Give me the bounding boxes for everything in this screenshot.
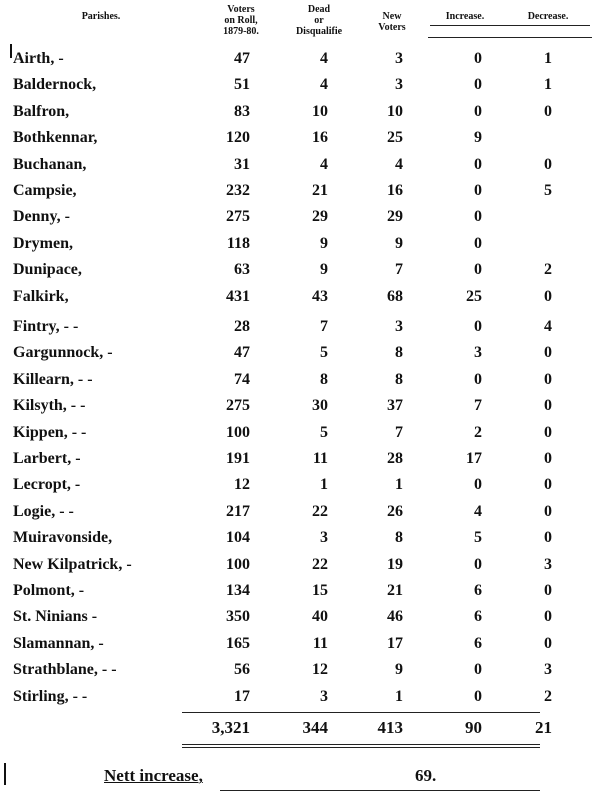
- new-voters: 8: [395, 370, 403, 388]
- parish-name: [13, 288, 69, 306]
- table-row: [0, 156, 594, 178]
- nett-rule: [220, 790, 540, 791]
- voters-on-roll: 275: [226, 208, 250, 226]
- voters-on-roll: 12: [234, 476, 250, 494]
- total-increase: 90: [465, 718, 482, 737]
- leader-dash: -: [60, 208, 70, 226]
- new-voters: 46: [387, 608, 403, 626]
- decrease: 0: [544, 634, 552, 652]
- voters-on-roll: 63: [234, 261, 250, 279]
- parish-name: [13, 182, 77, 200]
- parish-label: Bothkennar,: [13, 129, 98, 147]
- header-increase: Increase.: [445, 11, 485, 22]
- increase: 0: [474, 476, 482, 494]
- voters-on-roll: 51: [234, 76, 250, 94]
- parish-name: [13, 103, 69, 121]
- increase: 0: [474, 76, 482, 94]
- increase: 0: [474, 155, 482, 173]
- new-voters: 3: [395, 318, 403, 335]
- table-row: [0, 208, 594, 230]
- dead-or-disqualified: 30: [312, 397, 328, 415]
- parish-label: Baldernock,: [13, 76, 97, 94]
- header-parishes: Parishes.: [81, 11, 121, 22]
- total-decrease: 21: [535, 718, 552, 737]
- decrease: 5: [544, 182, 552, 199]
- parish-name: [13, 371, 93, 389]
- voters-on-roll: 120: [226, 129, 250, 147]
- leader-dash: - -: [73, 370, 93, 388]
- decrease: 0: [544, 287, 552, 305]
- dead-or-disqualified: 4: [320, 155, 328, 173]
- parish-name: [13, 450, 81, 468]
- new-voters: 10: [387, 102, 403, 120]
- table-row: [0, 76, 594, 98]
- increase: 0: [474, 50, 482, 67]
- total-voters: 3,321: [211, 718, 250, 737]
- increase: 6: [474, 608, 482, 626]
- table-row: [0, 503, 594, 525]
- dead-or-disqualified: 4: [320, 50, 328, 67]
- leader-dash: -: [122, 555, 132, 573]
- total-dead: 344: [302, 718, 328, 737]
- voters-on-roll: 275: [226, 397, 250, 415]
- leader-dash: -: [87, 608, 98, 626]
- parish-label: Gargunnock,: [13, 344, 104, 362]
- new-voters: 21: [387, 582, 403, 599]
- leader-dash: -: [94, 634, 104, 652]
- new-voters: 25: [387, 129, 403, 147]
- increase: 0: [474, 555, 482, 573]
- increase: 0: [474, 102, 482, 120]
- increase: 0: [474, 318, 482, 335]
- decrease: 4: [544, 318, 552, 335]
- table-row: [0, 556, 594, 578]
- parish-name: [13, 608, 97, 626]
- decrease: 0: [544, 450, 552, 467]
- parish-label: Buchanan,: [13, 155, 87, 173]
- increase: 0: [474, 208, 482, 226]
- increase: 0: [474, 661, 482, 679]
- new-voters: 3: [395, 50, 403, 67]
- parish-label: Muiravonside,: [13, 529, 113, 547]
- table-row: [0, 397, 594, 419]
- dead-or-disqualified: 15: [312, 582, 328, 599]
- totals-row: [0, 718, 594, 740]
- dead-or-disqualified: 22: [312, 555, 328, 573]
- dead-or-disqualified: 11: [312, 450, 328, 467]
- new-voters: 7: [395, 261, 403, 279]
- parish-label: New Kilpatrick,: [13, 555, 123, 573]
- leader-dash: -: [74, 582, 85, 599]
- voters-on-roll: 47: [234, 344, 250, 362]
- decrease: 0: [544, 423, 552, 441]
- parish-label: Falkirk,: [13, 287, 69, 305]
- leader-dash: - -: [55, 502, 74, 520]
- decrease: 0: [544, 529, 552, 547]
- new-voters: 37: [387, 397, 403, 415]
- decrease: 1: [544, 50, 552, 67]
- table-row: [0, 608, 594, 630]
- new-voters: 68: [387, 287, 403, 305]
- decrease: 3: [544, 661, 552, 679]
- voters-on-roll: 431: [226, 287, 250, 305]
- voters-on-roll: 104: [226, 529, 250, 547]
- totals-rule-bottom-1: [182, 744, 540, 745]
- dead-or-disqualified: 7: [320, 318, 328, 335]
- table-row: [0, 476, 594, 498]
- dead-or-disqualified: 4: [320, 76, 328, 94]
- decrease: 0: [544, 155, 552, 173]
- parish-name: [13, 582, 84, 600]
- dead-or-disqualified: 3: [320, 687, 328, 705]
- voters-on-roll: 100: [226, 423, 250, 441]
- leader-dash: - -: [67, 423, 87, 441]
- parish-name: [13, 235, 73, 253]
- parish-label: Larbert,: [13, 450, 72, 467]
- nett-increase-label: Nett increase,: [104, 766, 203, 785]
- increase: 17: [466, 450, 482, 467]
- new-voters: 8: [395, 529, 403, 547]
- decrease: 0: [544, 102, 552, 120]
- dead-or-disqualified: 22: [312, 502, 328, 520]
- leader-dash: -: [70, 476, 81, 494]
- total-new-voters: 413: [377, 718, 403, 737]
- decrease: 3: [544, 555, 552, 573]
- parish-label: Kippen,: [13, 423, 68, 441]
- table-row: [0, 50, 594, 72]
- header-new-voters: New Voters: [378, 11, 406, 33]
- header-voters-on-roll: Voters on Roll, 1879-80.: [223, 4, 259, 37]
- decrease: 2: [544, 261, 552, 279]
- dead-or-disqualified: 10: [312, 102, 328, 120]
- table-row: [0, 318, 594, 340]
- parish-label: Lecropt,: [13, 476, 71, 494]
- dead-or-disqualified: 5: [320, 423, 328, 441]
- dead-or-disqualified: 5: [320, 344, 328, 362]
- dead-or-disqualified: 40: [312, 608, 328, 626]
- parish-name: [13, 476, 80, 494]
- decrease: 0: [544, 344, 552, 362]
- decrease: 0: [544, 582, 552, 599]
- parish-label: Kilsyth,: [13, 397, 67, 415]
- totals-rule-top: [182, 712, 540, 713]
- header-dead-or-disqualified: Dead or Disqualifie: [295, 4, 343, 37]
- parish-label: Denny,: [13, 208, 61, 226]
- new-voters: 16: [387, 182, 403, 199]
- table-row: [0, 182, 594, 204]
- header-rule-top: [430, 25, 590, 26]
- table-row: [0, 582, 594, 604]
- new-voters: 19: [387, 555, 403, 573]
- voters-on-roll: 56: [234, 661, 250, 679]
- decrease: 0: [544, 608, 552, 626]
- parish-label: St. Ninians: [13, 608, 88, 626]
- new-voters: 26: [387, 502, 403, 520]
- table-row: [0, 661, 594, 683]
- decrease: 1: [544, 76, 552, 94]
- voters-on-roll: 118: [226, 234, 250, 252]
- header-decrease: Decrease.: [527, 11, 569, 22]
- parish-name: [13, 529, 112, 547]
- parish-label: Balfron,: [13, 102, 70, 120]
- table-row: [0, 103, 594, 125]
- parish-name: [13, 344, 113, 362]
- table-row: [0, 288, 594, 310]
- parish-name: [13, 76, 96, 94]
- dead-or-disqualified: 11: [312, 634, 328, 652]
- parish-label: Fintry,: [13, 318, 60, 335]
- parish-name: [13, 261, 82, 279]
- voters-on-roll: 74: [234, 370, 250, 388]
- table-row: [0, 450, 594, 472]
- table-row: [0, 371, 594, 393]
- decrease: 0: [544, 370, 552, 388]
- dead-or-disqualified: 29: [312, 208, 328, 226]
- dead-or-disqualified: 43: [312, 287, 328, 305]
- table-row: [0, 635, 594, 657]
- parish-name: [13, 156, 86, 174]
- new-voters: 1: [395, 476, 403, 494]
- increase: 3: [474, 344, 482, 362]
- leader-dash: - -: [97, 661, 117, 679]
- dead-or-disqualified: 9: [320, 261, 328, 279]
- new-voters: 9: [395, 234, 403, 252]
- parish-label: Polmont,: [13, 582, 75, 599]
- dead-or-disqualified: 1: [320, 476, 328, 494]
- increase: 6: [474, 634, 482, 652]
- leader-dash: -: [103, 344, 113, 362]
- parish-label: Drymen,: [13, 234, 73, 252]
- increase: 5: [474, 529, 482, 547]
- voters-on-roll: 31: [234, 155, 250, 173]
- parish-name: [13, 688, 87, 706]
- voters-on-roll: 83: [234, 102, 250, 120]
- voters-on-roll: 17: [234, 687, 250, 705]
- parish-name: [13, 397, 85, 415]
- totals-rule-bottom-2: [182, 747, 540, 748]
- dead-or-disqualified: 16: [312, 129, 328, 147]
- leader-dash: - -: [59, 318, 79, 335]
- dead-or-disqualified: 21: [312, 182, 328, 199]
- leader-dash: - -: [66, 397, 86, 415]
- increase: 0: [474, 182, 482, 199]
- new-voters: 17: [387, 634, 403, 652]
- increase: 0: [474, 687, 482, 705]
- parish-label: Stirling,: [13, 687, 69, 705]
- leader-dash: -: [54, 50, 64, 67]
- increase: 0: [474, 234, 482, 252]
- parish-label: Campsie,: [13, 182, 77, 199]
- voters-on-roll: 232: [226, 182, 250, 199]
- new-voters: 7: [395, 423, 403, 441]
- parish-label: Logie,: [13, 502, 56, 520]
- parish-name: [13, 424, 86, 442]
- dead-or-disqualified: 12: [312, 661, 328, 679]
- voters-on-roll: 217: [226, 502, 250, 520]
- parish-label: Strathblane,: [13, 661, 98, 679]
- increase: 2: [474, 423, 482, 441]
- parish-name: [13, 661, 117, 679]
- decrease: 2: [544, 687, 552, 705]
- decrease: 0: [544, 502, 552, 520]
- table-row: [0, 424, 594, 446]
- header-rule-bottom: [428, 37, 592, 38]
- leader-dash: -: [71, 450, 81, 467]
- new-voters: 8: [395, 344, 403, 362]
- parish-name: [13, 208, 70, 226]
- table-row: [0, 529, 594, 551]
- dead-or-disqualified: 3: [320, 529, 328, 547]
- parish-name: [13, 556, 132, 574]
- voters-on-roll: 47: [234, 50, 250, 67]
- table-row: [0, 129, 594, 151]
- parish-label: Airth,: [13, 50, 55, 67]
- parish-name: [13, 318, 78, 336]
- voters-on-roll: 134: [226, 582, 250, 599]
- voters-on-roll: 100: [226, 555, 250, 573]
- decrease: 0: [544, 476, 552, 494]
- parish-name: [13, 503, 74, 521]
- voters-on-roll: 350: [226, 608, 250, 626]
- decrease: 0: [544, 397, 552, 415]
- parish-name: [13, 129, 97, 147]
- voters-on-roll: 165: [226, 634, 250, 652]
- parish-label: Slamannan,: [13, 634, 95, 652]
- increase: 0: [474, 261, 482, 279]
- parish-label: Dunipace,: [13, 261, 82, 279]
- dead-or-disqualified: 8: [320, 370, 328, 388]
- new-voters: 1: [395, 687, 403, 705]
- table-row: [0, 235, 594, 257]
- table-row: [0, 344, 594, 366]
- parish-label: Killearn,: [13, 370, 74, 388]
- nett-bracket: [4, 763, 6, 785]
- dead-or-disqualified: 9: [320, 234, 328, 252]
- increase: 4: [474, 502, 482, 520]
- voters-on-roll: 28: [234, 318, 250, 335]
- new-voters: 4: [395, 155, 403, 173]
- increase: 25: [466, 287, 482, 305]
- table-row: [0, 261, 594, 283]
- voters-on-roll: 191: [226, 450, 250, 467]
- parish-name: [13, 50, 64, 68]
- new-voters: 29: [387, 208, 403, 226]
- new-voters: 3: [395, 76, 403, 94]
- increase: 0: [474, 370, 482, 388]
- leader-dash: - -: [68, 687, 88, 705]
- increase: 7: [474, 397, 482, 415]
- nett-increase-value: 69.: [415, 766, 437, 785]
- new-voters: 28: [387, 450, 403, 467]
- increase: 9: [474, 129, 482, 147]
- new-voters: 9: [395, 661, 403, 679]
- increase: 6: [474, 582, 482, 599]
- table-row: [0, 688, 594, 710]
- parish-name: [13, 635, 104, 653]
